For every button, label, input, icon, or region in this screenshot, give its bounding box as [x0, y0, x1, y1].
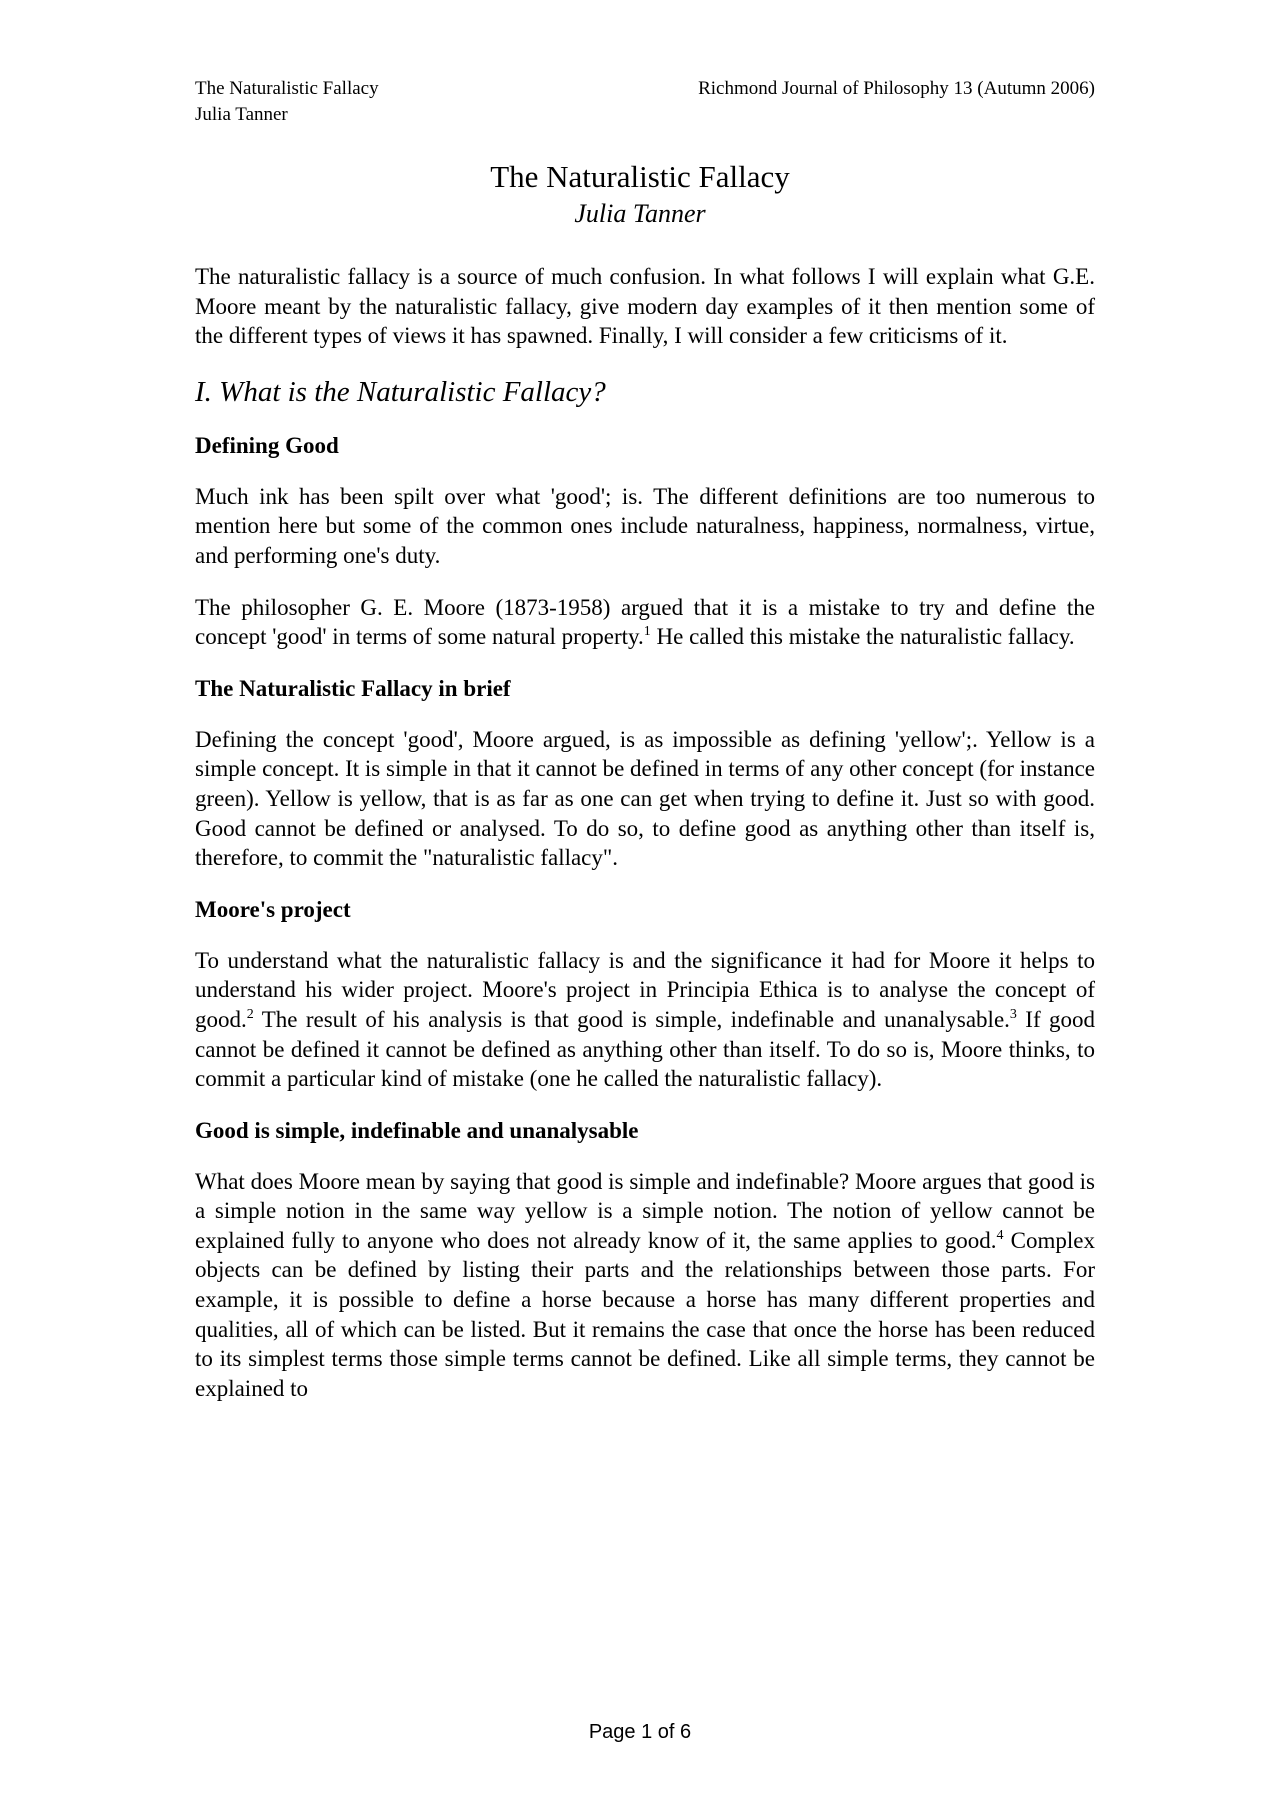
- subheading-good-is-simple: Good is simple, indefinable and unanalysable: [195, 1117, 639, 1143]
- paragraph-text: He called this mistake the naturalistic fallacy.: [650, 624, 1075, 650]
- paragraph-text: The philosopher G. E. Moore (1873-1958) argued that it is a mistake to try and define the concept 'good' in terms of some natural property.: [195, 594, 1095, 650]
- subheading-moores-project: Moore's project: [195, 896, 351, 922]
- defining-good-paragraph-2: [195, 593, 1095, 652]
- footnote-marker: 4: [996, 1227, 1004, 1243]
- moores-project-paragraph: [195, 946, 1095, 1094]
- page-number: Page 1 of 6: [588, 1721, 692, 1743]
- subheading-in-brief: The Naturalistic Fallacy in brief: [195, 675, 511, 701]
- intro-paragraph: The naturalistic fallacy is a source of much confusion. In what follows I will explain what G.E. Moore meant by the naturalistic fallacy, give modern day examples of it then mention some of the different types of views it has spawned. Finally, I will consider a few criticisms of it.: [195, 264, 1095, 349]
- paragraph-text: To understand what the naturalistic fallacy is and the significance it had for Moore it helps to understand his wider project. Moore's project in Principia Ethica is to analyse the concept of good.: [195, 947, 1095, 1032]
- good-is-simple-paragraph: [195, 1167, 1095, 1404]
- section-heading: I. What is the Naturalistic Fallacy?: [195, 375, 606, 408]
- article-body: [195, 262, 1095, 1403]
- footnote-marker: 1: [643, 624, 651, 640]
- defining-good-paragraph-1: Much ink has been spilt over what 'good'; is. The different definitions are too numerous to mention here but some of the common ones include naturalness, happiness, normalness, virtue, and performing one's duty.: [195, 483, 1095, 568]
- running-header: [195, 76, 1095, 128]
- subheading-defining-good: Defining Good: [195, 432, 339, 458]
- article-title: The Naturalistic Fallacy: [490, 159, 790, 194]
- header-journal-citation: Richmond Journal of Philosophy 13 (Autumn 2006): [698, 78, 1095, 99]
- paragraph-text: Complex objects can be defined by listing their parts and the relationships between those parts. For example, it is possible to define a horse because a horse has many different properties and qualities, all of which can be listed. But it remains the case that once the horse has been reduced to its simplest terms those simple terms cannot be defined. Like all simple terms, they cannot be explained to: [195, 1227, 1095, 1401]
- header-author: Julia Tanner: [195, 104, 288, 125]
- footnote-marker: 3: [1009, 1006, 1017, 1022]
- header-article-title: The Naturalistic Fallacy: [195, 78, 379, 99]
- article-author: Julia Tanner: [574, 199, 706, 228]
- paragraph-text: What does Moore mean by saying that good is simple and indefinable? Moore argues that good is a simple notion in the same way yellow is a simple notion. The notion of yellow cannot be explained fully to anyone who does not already know of it, the same applies to good.: [195, 1168, 1095, 1253]
- paragraph-text: If good cannot be defined it cannot be defined as anything other than itself. To do so is, Moore thinks, to commit a particular kind of mistake (one he called the naturalistic fallacy).: [195, 1006, 1095, 1092]
- footnote-marker: 2: [246, 1006, 254, 1022]
- paragraph-text: The result of his analysis is that good is simple, indefinable and unanalysable.: [253, 1006, 1010, 1032]
- in-brief-paragraph: Defining the concept 'good', Moore argued, is as impossible as defining 'yellow';. Yellow is a simple concept. It is simple in that it cannot be defined in terms of any other concept (for instance green). Yellow is yellow, that is as far as one can get when trying to define it. Just so with good. Good cannot be defined or analysed. To do so, to define good as anything other than itself is, therefore, to commit the "naturalistic fallacy".: [195, 726, 1095, 871]
